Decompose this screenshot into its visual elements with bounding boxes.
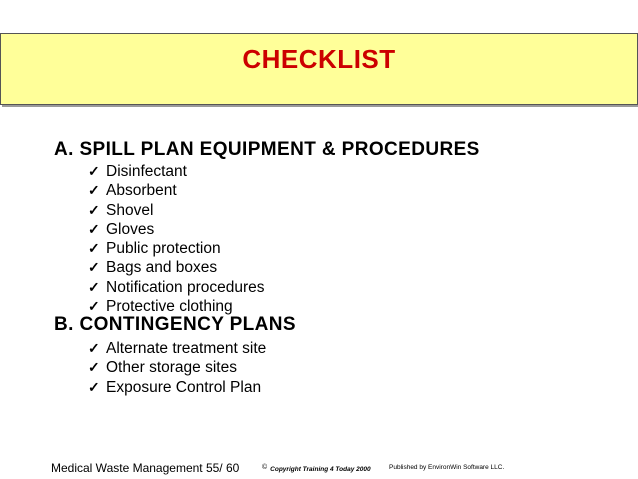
- section-heading-contingency-plans: B. CONTINGENCY PLANS: [54, 314, 297, 335]
- check-mark-icon: ✓: [88, 259, 100, 276]
- copyright-text: Copyright Training 4 Today 2000: [270, 466, 371, 473]
- slide-footer: [0, 461, 638, 477]
- list-item: [88, 162, 265, 181]
- list-item-label: Protective clothing: [106, 298, 233, 316]
- spill-plan-checklist: [88, 162, 265, 316]
- list-item: [88, 358, 266, 377]
- list-item-label: Notification procedures: [106, 278, 265, 296]
- list-item: [88, 339, 266, 358]
- section-heading-spill-plan: A. SPILL PLAN EQUIPMENT & PROCEDURES: [54, 139, 480, 160]
- check-mark-icon: ✓: [88, 220, 100, 237]
- check-mark-icon: ✓: [88, 298, 100, 315]
- list-item-label: Disinfectant: [106, 163, 187, 180]
- copyright-symbol: ©: [262, 464, 268, 471]
- list-item-label: Exposure Control Plan: [106, 378, 262, 396]
- list-item: [88, 239, 265, 258]
- check-mark-icon: ✓: [88, 378, 100, 395]
- list-item-label: Bags and boxes: [106, 259, 218, 277]
- check-mark-icon: ✓: [88, 340, 100, 356]
- list-item: [88, 220, 265, 239]
- list-item-label: Other storage sites: [106, 359, 237, 377]
- list-item: [88, 378, 266, 397]
- footer-copyright: [262, 464, 371, 473]
- footer-publisher: Published by EnvironWin Software LLC.: [389, 464, 505, 471]
- contingency-checklist: [88, 339, 266, 397]
- list-item-label: Alternate treatment site: [106, 340, 267, 357]
- check-mark-icon: ✓: [88, 182, 100, 199]
- slide-title: CHECKLIST: [242, 44, 396, 74]
- list-item: [88, 278, 265, 297]
- check-mark-icon: ✓: [88, 359, 100, 376]
- check-mark-icon: ✓: [88, 201, 100, 218]
- list-item-label: Gloves: [106, 220, 155, 238]
- list-item-label: Public protection: [106, 240, 221, 258]
- check-mark-icon: ✓: [88, 240, 100, 257]
- list-item: [88, 201, 265, 220]
- list-item: [88, 181, 265, 200]
- list-item: [88, 258, 265, 277]
- check-mark-icon: ✓: [88, 278, 100, 295]
- footer-course-page: Medical Waste Management 55/ 60: [51, 461, 240, 475]
- list-item-label: Shovel: [106, 201, 154, 219]
- check-mark-icon: ✓: [88, 163, 100, 179]
- list-item-label: Absorbent: [106, 182, 177, 200]
